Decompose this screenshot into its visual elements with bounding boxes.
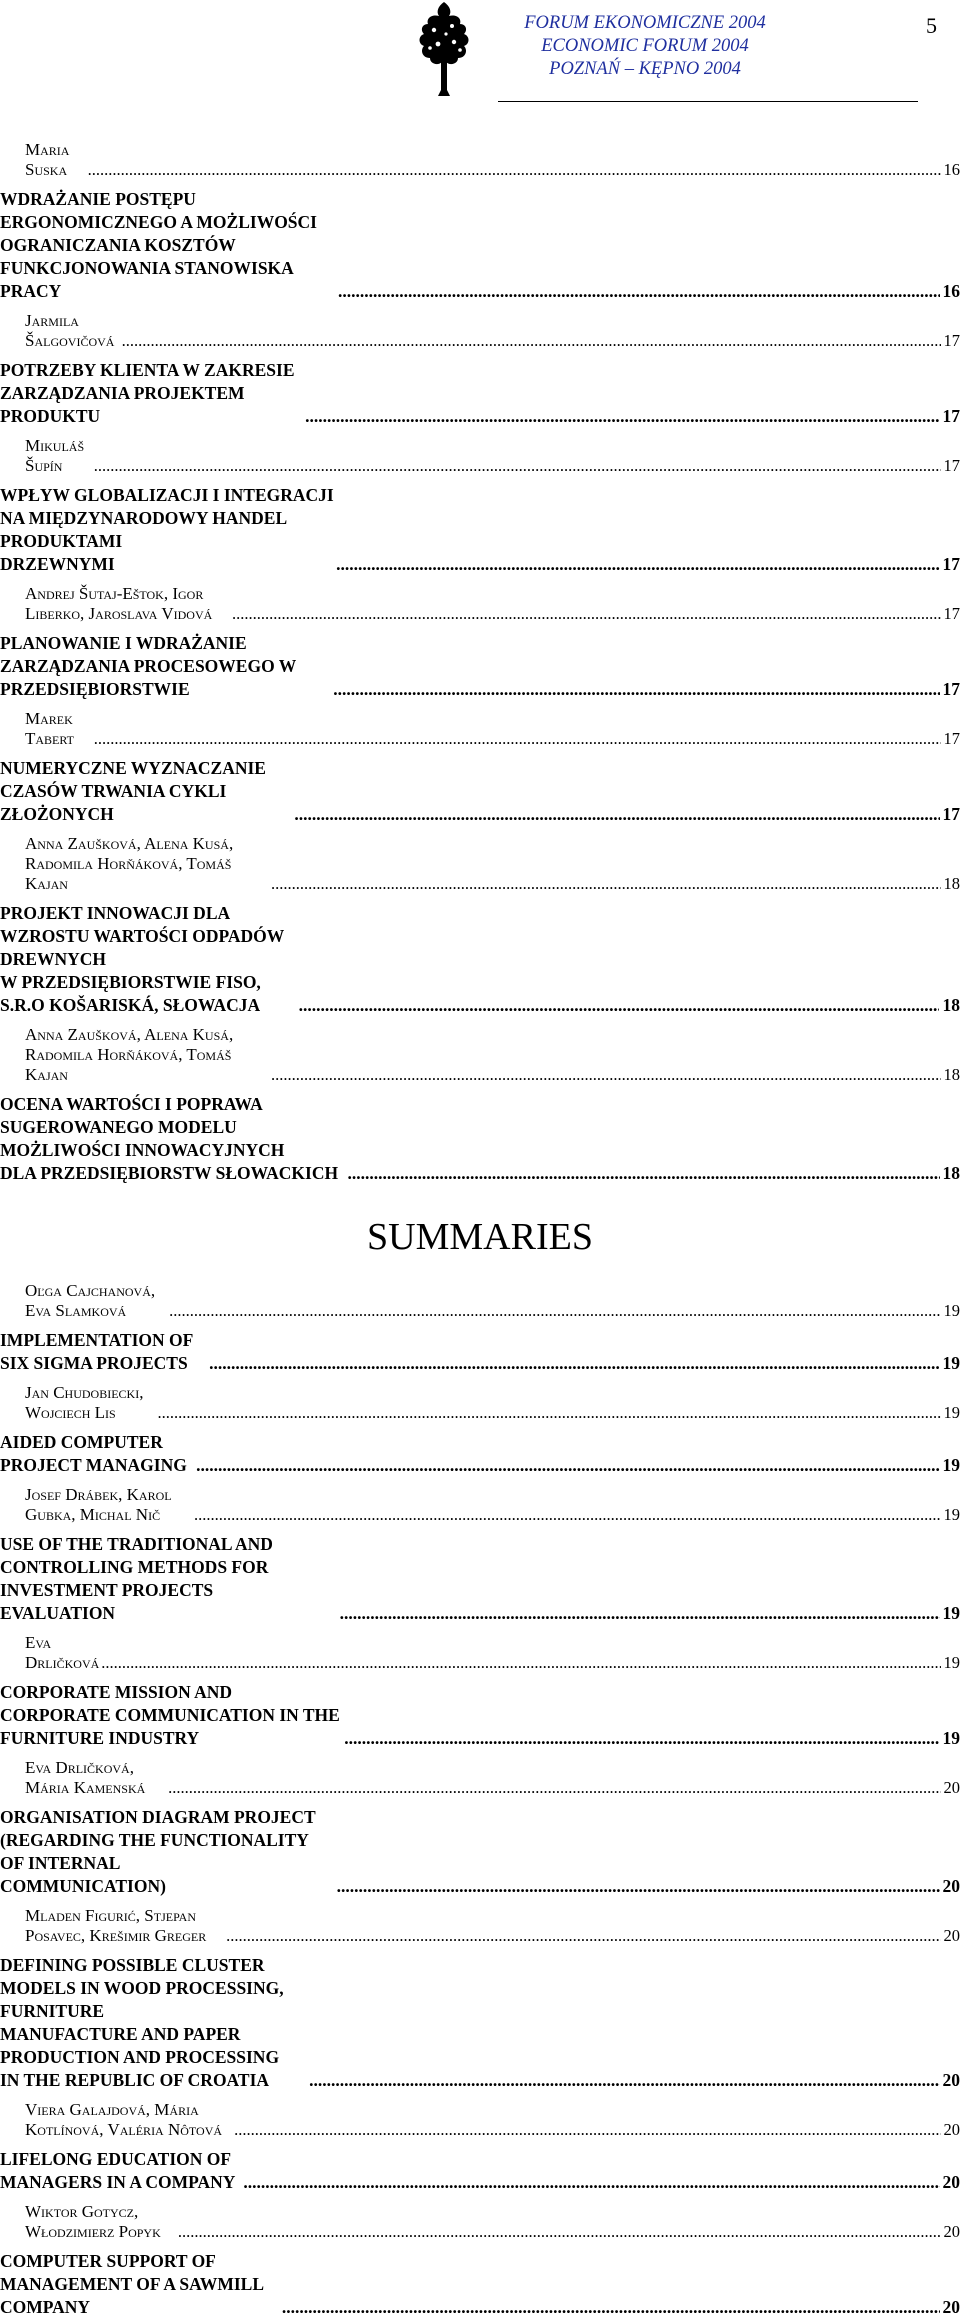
toc-title: POTRZEBY KLIENTA W ZAKRESIE ZARZĄDZANIA PROJEKTEM PRODUKTU xyxy=(0,359,303,428)
toc-leader-dots xyxy=(122,331,941,351)
toc-authors: Andrej Šutaj-Eštok, Igor Liberko, Jaroslava Vidová xyxy=(25,584,230,624)
toc-leader-dots xyxy=(168,1778,940,1798)
toc-author-entry[interactable] xyxy=(0,1025,960,1085)
conference-title xyxy=(500,12,790,81)
toc-title-entry[interactable] xyxy=(0,1954,960,2092)
toc-title-entry[interactable] xyxy=(0,2250,960,2319)
toc-leader-dots xyxy=(88,160,941,180)
toc-page-number: 19 xyxy=(943,1653,960,1673)
toc-leader-dots xyxy=(94,729,941,749)
toc-title-entry[interactable] xyxy=(0,1681,960,1750)
toc-title-entry[interactable] xyxy=(0,902,960,1017)
toc-authors: Eva Drličková xyxy=(25,1633,99,1673)
toc-author-entry[interactable] xyxy=(0,709,960,749)
toc-leader-dots xyxy=(340,1602,940,1625)
toc-author-entry[interactable] xyxy=(0,1281,960,1321)
toc-leader-dots xyxy=(94,456,941,476)
toc-title: USE OF THE TRADITIONAL AND CONTROLLING METHODS FOR INVESTMENT PROJECTS EVALUATION xyxy=(0,1533,338,1625)
toc-page-number: 20 xyxy=(943,1778,960,1798)
toc-author-entry[interactable] xyxy=(0,1383,960,1423)
conference-line: ECONOMIC FORUM 2004 xyxy=(500,35,790,58)
toc-page-number: 19 xyxy=(943,1403,960,1423)
tree-icon xyxy=(408,0,480,100)
toc-title-entry[interactable] xyxy=(0,1093,960,1185)
toc-page-number: 17 xyxy=(942,803,960,826)
toc-title-entry[interactable] xyxy=(0,359,960,428)
toc-leader-dots xyxy=(169,1301,940,1321)
toc-section-summaries xyxy=(0,1281,960,2319)
toc-page-number: 19 xyxy=(942,1352,960,1375)
toc-authors: Anna Zaušková, Alena Kusá, Radomila Horňáková, Tomáš Kajan xyxy=(25,1025,269,1085)
toc-author-entry[interactable] xyxy=(0,584,960,624)
toc-title: ORGANISATION DIAGRAM PROJECT (REGARDING THE FUNCTIONALITY OF INTERNAL COMMUNICATION) xyxy=(0,1806,335,1898)
conference-line: POZNAŃ – KĘPNO 2004 xyxy=(500,58,790,81)
toc-leader-dots xyxy=(338,280,940,303)
toc-title: WDRAŻANIE POSTĘPU ERGONOMICZNEGO A MOŻLIWOŚCI OGRANICZANIA KOSZTÓW FUNKCJONOWANIA STANOWISKA PRACY xyxy=(0,188,336,303)
toc-leader-dots xyxy=(336,553,939,576)
toc-author-entry[interactable] xyxy=(0,311,960,351)
toc-page-number: 20 xyxy=(942,2069,960,2092)
toc-page-number: 18 xyxy=(942,1162,960,1185)
toc-page-number: 19 xyxy=(942,1602,960,1625)
toc-title: PLANOWANIE I WDRAŻANIE ZARZĄDZANIA PROCESOWEGO W PRZEDSIĘBIORSTWIE xyxy=(0,632,331,701)
toc-page-number: 19 xyxy=(943,1301,960,1321)
toc-authors: Mladen Figurić, Stjepan Posavec, Krešimir Greger xyxy=(25,1906,224,1946)
page-header xyxy=(0,0,960,104)
toc-leader-dots xyxy=(157,1403,940,1423)
toc-title-entry[interactable] xyxy=(0,1431,960,1477)
toc-page-number: 19 xyxy=(942,1454,960,1477)
toc-leader-dots xyxy=(282,2296,940,2319)
toc-leader-dots xyxy=(226,1926,940,1946)
toc-title: LIFELONG EDUCATION OF MANAGERS IN A COMPANY xyxy=(0,2148,241,2194)
toc-author-entry[interactable] xyxy=(0,1906,960,1946)
toc-leader-dots xyxy=(194,1505,941,1525)
toc-authors: Eva Drličková, Mária Kamenská xyxy=(25,1758,166,1798)
toc-title-entry[interactable] xyxy=(0,1533,960,1625)
toc-author-entry[interactable] xyxy=(0,1758,960,1798)
toc-page-number: 17 xyxy=(943,604,960,624)
toc-leader-dots xyxy=(309,2069,939,2092)
toc-author-entry[interactable] xyxy=(0,140,960,180)
toc-page-number: 18 xyxy=(943,874,960,894)
toc-page-number: 17 xyxy=(942,405,960,428)
toc-authors: Viera Galajdová, Mária Kotlínová, Valéria Nôtová xyxy=(25,2100,232,2140)
toc-page-number: 16 xyxy=(942,280,960,303)
toc-title-entry[interactable] xyxy=(0,1806,960,1898)
toc-leader-dots xyxy=(305,405,939,428)
toc-page-number: 20 xyxy=(943,2222,960,2242)
toc-title-entry[interactable] xyxy=(0,757,960,826)
toc-authors: Maria Suska xyxy=(25,140,86,180)
page-number: 5 xyxy=(926,13,937,39)
toc-leader-dots xyxy=(348,1162,940,1185)
toc-page-number: 19 xyxy=(942,1727,960,1750)
toc-leader-dots xyxy=(271,874,940,894)
toc-leader-dots xyxy=(271,1065,940,1085)
toc-authors: Wiktor Gotycz, Włodzimierz Popyk xyxy=(25,2202,176,2242)
toc-author-entry[interactable] xyxy=(0,834,960,894)
toc-leader-dots xyxy=(344,1727,939,1750)
toc-author-entry[interactable] xyxy=(0,1485,960,1525)
toc-leader-dots xyxy=(196,1454,939,1477)
toc-page-number: 20 xyxy=(942,1875,960,1898)
toc-title: AIDED COMPUTER PROJECT MANAGING xyxy=(0,1431,194,1477)
toc-leader-dots xyxy=(234,2120,940,2140)
toc-title: WPŁYW GLOBALIZACJI I INTEGRACJI NA MIĘDZYNARODOWY HANDEL PRODUKTAMI DRZEWNYMI xyxy=(0,484,334,576)
toc-title: NUMERYCZNE WYZNACZANIE CZASÓW TRWANIA CYKLI ZŁOŻONYCH xyxy=(0,757,292,826)
toc-page-number: 20 xyxy=(942,2171,960,2194)
toc-leader-dots xyxy=(232,604,941,624)
toc-page-number: 17 xyxy=(942,678,960,701)
toc-title-entry[interactable] xyxy=(0,188,960,303)
toc-section-polish xyxy=(0,140,960,1185)
toc-page-number: 17 xyxy=(942,553,960,576)
toc-leader-dots xyxy=(178,2222,941,2242)
conference-line: FORUM EKONOMICZNE 2004 xyxy=(500,12,790,35)
toc-title: CORPORATE MISSION AND CORPORATE COMMUNICATION IN THE FURNITURE INDUSTRY xyxy=(0,1681,342,1750)
toc-authors: Mikuláš Šupín xyxy=(25,436,92,476)
toc-title: PROJEKT INNOWACJI DLA WZROSTU WARTOŚCI ODPADÓW DREWNYCH W PRZEDSIĘBIORSTWIE FISO, S.R.O KOŠARISKÁ, SŁOWACJA xyxy=(0,902,297,1017)
table-of-contents xyxy=(0,132,960,2323)
toc-author-entry[interactable] xyxy=(0,2202,960,2242)
toc-page-number: 17 xyxy=(943,729,960,749)
toc-leader-dots xyxy=(209,1352,939,1375)
toc-title: COMPUTER SUPPORT OF MANAGEMENT OF A SAWMILL COMPANY xyxy=(0,2250,280,2319)
toc-authors: Jarmila Šalgovičová xyxy=(25,311,120,351)
toc-page-number: 19 xyxy=(943,1505,960,1525)
toc-authors: Jan Chudobiecki, Wojciech Lis xyxy=(25,1383,155,1423)
toc-title-entry[interactable] xyxy=(0,632,960,701)
toc-page-number: 20 xyxy=(943,1926,960,1946)
toc-leader-dots xyxy=(101,1653,940,1673)
toc-page-number: 20 xyxy=(942,2296,960,2319)
toc-page-number: 16 xyxy=(943,160,960,180)
toc-author-entry[interactable] xyxy=(0,2100,960,2140)
toc-title-entry[interactable] xyxy=(0,2148,960,2194)
toc-page-number: 17 xyxy=(943,331,960,351)
toc-page-number: 17 xyxy=(943,456,960,476)
toc-title-entry[interactable] xyxy=(0,484,960,576)
toc-page-number: 18 xyxy=(941,994,960,1017)
toc-authors: Josef Drábek, Karol Gubka, Michal Nič xyxy=(25,1485,192,1525)
toc-title-entry[interactable] xyxy=(0,1329,960,1375)
toc-authors: Marek Tabert xyxy=(25,709,92,749)
section-heading-summaries: SUMMARIES xyxy=(0,1215,960,1259)
toc-title: OCENA WARTOŚCI I POPRAWA SUGEROWANEGO MODELU MOŻLIWOŚCI INNOWACYJNYCH DLA PRZEDSIĘBIORSTW SŁOWACKICH xyxy=(0,1093,346,1185)
toc-authors: Oľga Cajchanová, Eva Slamková xyxy=(25,1281,167,1321)
toc-author-entry[interactable] xyxy=(0,436,960,476)
toc-page-number: 20 xyxy=(943,2120,960,2140)
toc-leader-dots xyxy=(243,2171,939,2194)
toc-author-entry[interactable] xyxy=(0,1633,960,1673)
toc-title: IMPLEMENTATION OF SIX SIGMA PROJECTS xyxy=(0,1329,207,1375)
header-divider xyxy=(498,101,918,102)
toc-leader-dots xyxy=(294,803,939,826)
toc-title: DEFINING POSSIBLE CLUSTER MODELS IN WOOD PROCESSING, FURNITURE MANUFACTURE AND PAPER PRODUCTION AND PROCESSING IN THE REPUBLIC OF CROATIA xyxy=(0,1954,307,2092)
toc-leader-dots xyxy=(333,678,939,701)
toc-leader-dots xyxy=(299,994,940,1017)
toc-leader-dots xyxy=(337,1875,940,1898)
toc-page-number: 18 xyxy=(943,1065,960,1085)
toc-authors: Anna Zaušková, Alena Kusá, Radomila Horňáková, Tomáš Kajan xyxy=(25,834,269,894)
